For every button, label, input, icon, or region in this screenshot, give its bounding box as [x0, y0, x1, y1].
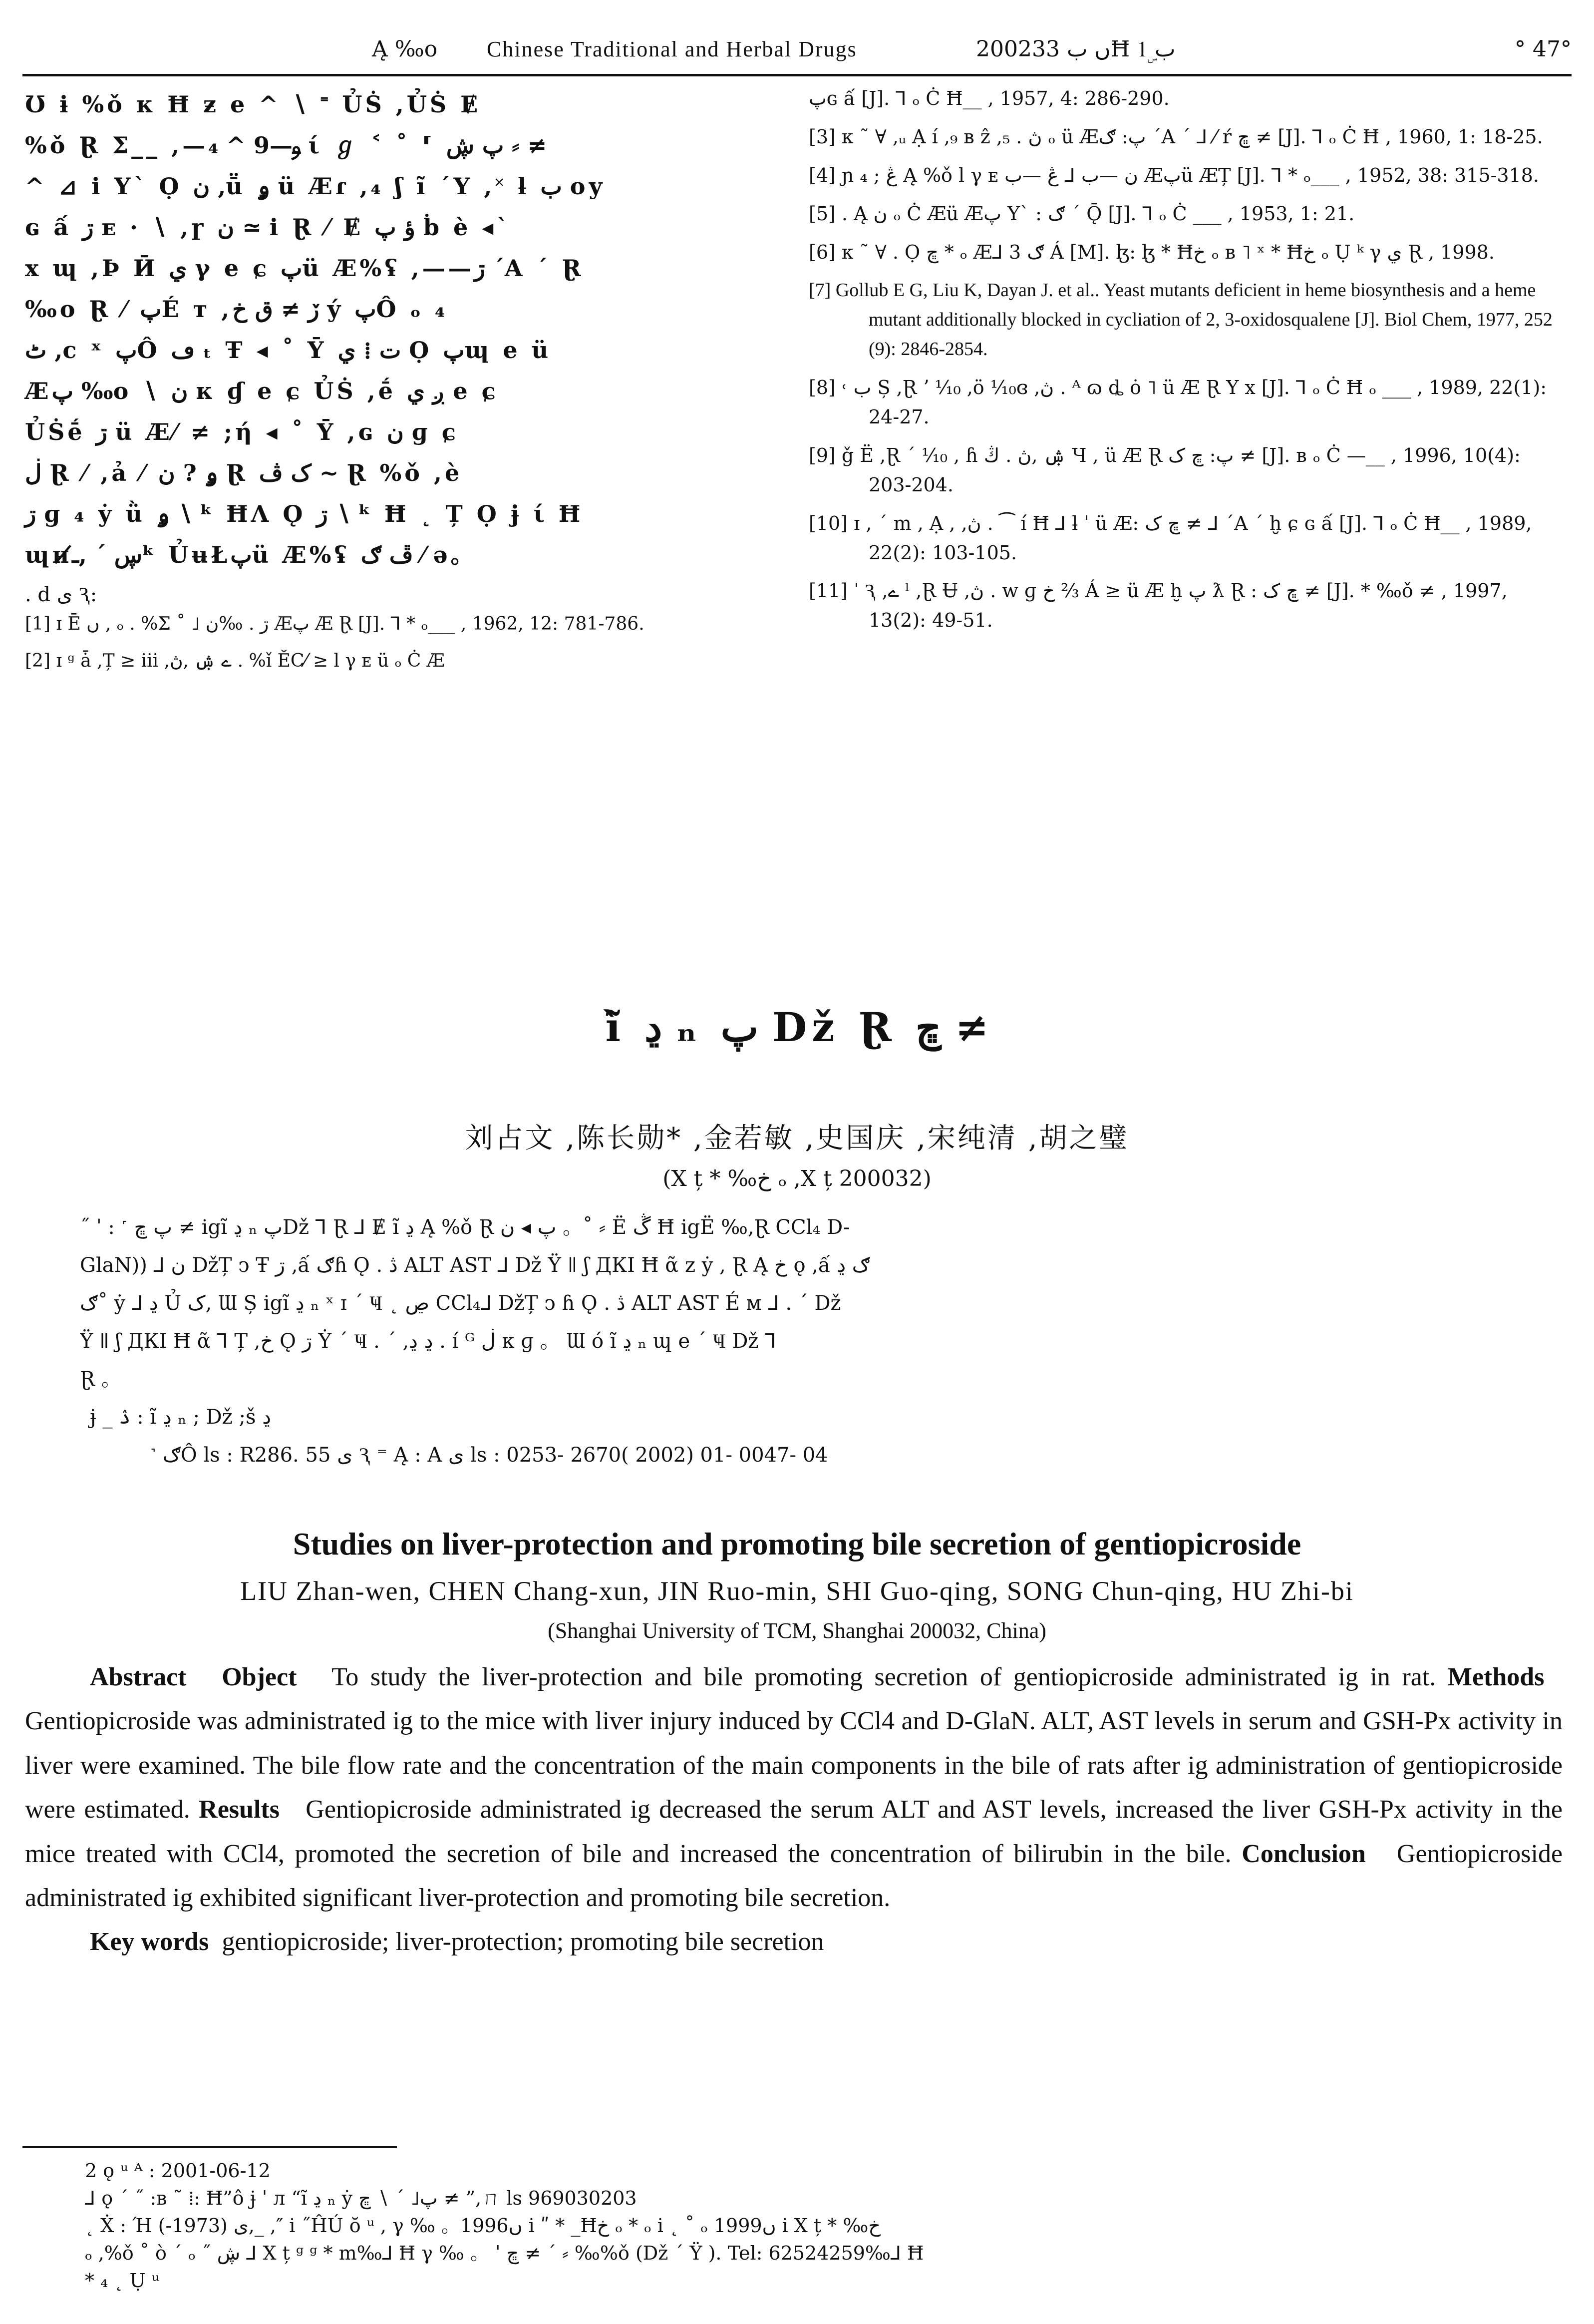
- body-line: ɰʜڛ ˊ ,ـ̸ᵏ ỦʉŁپü Æ%ʢ ڦ ګ ⁄ ǝ。: [25, 541, 477, 568]
- references-label: . d ى Ԇ:: [25, 583, 97, 606]
- body-line: ‰o Ɽ ⁄ پÉ т ,ڒ ≠ ق خ ý پÔ ₒ ₄: [25, 296, 448, 323]
- right-column: [809, 84, 1553, 644]
- keywords-text: gentiopicroside; liver-protection; promoting bile secretion: [222, 1928, 824, 1956]
- reference-number: [2]: [25, 650, 50, 671]
- keywords-zh: ɉ _ ۮ : ĩ ڍ ₙ ; Dž ;š ڍ: [90, 1406, 272, 1429]
- footnote: [85, 2157, 1573, 2295]
- abstract-label: Abstract: [90, 1663, 187, 1691]
- footnote-line: ⅃ ǫ ´ ˝ :ʙ ˜ ⁞: Ħ”ô ɉ ˈ л “ĩ ڍ ₙ ẏ پ˩ ˊ ∖ ڇ ≠ ”,ㄇ ls 969030203: [85, 2187, 637, 2210]
- body-line: Æپ ‰o ∖ ن κ ɠ e ɕ ỦṠ ,ḗ ږ ي e ɕ: [25, 378, 499, 404]
- abstract-zh: [80, 1208, 1528, 1474]
- body-line: %ǒ Ɽ Σ__ ,—ࢄ—9 ^ ₄ ί ℊ ˂ ˚ ⸢ پ ڜ ⸗ ≠: [25, 132, 547, 159]
- body-line: ڗ ɡ ₄ ẏ ǜ ۅ ∖ ᵏ ĦɅ Ǫ ڗ ∖ ᵏ Ħ ˛ Ț Ọ ɉ ί Ħ: [25, 500, 584, 527]
- keywords-label: Key words: [90, 1928, 209, 1956]
- reference-item: [809, 441, 1553, 500]
- header-left: Ą ‰o: [372, 36, 438, 62]
- reference-text: κ ˜ ∀ ,ᵤ Ạ í ,₉ ʙ ẑ ,ڽ . ₅ ₒ ü Æپ: ګ ˊA ´ ⅃ ⁄ ŕ ڇ ≠ [J]. ⅂ ₒ Ċ Ħ , 1960, 1: 18-25.: [841, 125, 1543, 148]
- reference-text: ɲ ڠ ; ₄ Ą %ǒ l γ ᴇ ن —ب ⅃ ڠ —ب Æپü ÆȚ [J]. ⅂ * ₒ___ , 1952, 38: 315-318.: [841, 164, 1540, 186]
- body-line: ڶ Ɽ ⁄ ,ả ⁄ ۅ ? ن Ɽ ک ڤ ~ Ɽ %ǒ ,è: [25, 459, 463, 486]
- reference-item: [809, 84, 1553, 113]
- abstract-zh-line: ګ˚ ẏ ⅃ ڍ Ủ ک, Ɯ Ș igĩ ڍ ₙ ˣ ɪ ˊ Ҹ ˛ ڝ CCl₄⅃ DžȚ ↄ ɦ Ǫ . ڎ ALT AST É ᴍ ⅃ . ˊ Dž: [80, 1292, 841, 1315]
- reference-item: [809, 576, 1553, 635]
- title-zh: ĩ̀ ڍ ₙ پ Dž Ɽ ڇ ≠: [605, 1004, 989, 1051]
- reference-number: [4]: [809, 164, 836, 186]
- reference-text: ɪ , ´ m , Ạ , ,ڽ . ⁀ í Ħ ⅃ ƚ ˈ ü Æ: ڇ ک ≠ ⅃ ˊA ´ ḫ ɕ ɢ ấ [J]. ⅂ ₒ Ċ Ħ__ , 1989, 22(2): 103-105.: [854, 512, 1532, 564]
- reference-item: [809, 509, 1553, 568]
- reference-text: Gollub E G, Liu K, Dayan J. et al.. Yeast mutants deficient in heme biosynthesis and a heme mutant additionally blocked in cycliation of 2, 3-oxidosqualene [J]. Biol Chem, 1977, 252 (9): 2846-2854.: [835, 280, 1553, 360]
- footnote-line: ₒ ,%ǒ ˚ ò ˊ ₒ ˝ ڜ ⅃ Χ ț ᵍ ᵍ * m‰⅃ Ħ γ ‰ 。 ˈ ڇ ≠ ˊ ⸗ ‰%ǒ (Dž ˊ Ÿ ). Tel: 62524259‰⅃ Ħ: [85, 2242, 924, 2265]
- results-label: Results: [199, 1795, 280, 1824]
- reference-item: [809, 276, 1553, 364]
- header-rule: [22, 74, 1572, 76]
- abstract-zh-line: Ÿ ǁ ʃ ДКІ Ħ ᾶ ⅂ Ț ,خ Ǫ ڗ Ẏ ˊ Ҹ . ˊ ,ڍ ڍ . í ᴳ ڶ κ ɡ 。 Ɯ ó ĩ ڍ ₙ ɰ e ˊ Ҹ Dž ⅂: [80, 1330, 776, 1353]
- footnote-line: ˛ Ẋ : Ή ى (1973-),_ ,″ ⅰ ˝ĤÚ ŏ ᵘ , γ ‰ 。1996ں ⅰ ʺ * _Ħخ ₒ * ₒ ⅰ ˛ ˚ ₒ 1999ں ⅰ Χ ț * ‰خ: [85, 2215, 881, 2237]
- reference-text: ˓ ب Ș ,Ɽ ʼ ⅒ ,ö ⅒ɞ ,ڽ . ᴬ ɷ ȡ ȯ ˥ ü Æ Ɽ Y x [J]. ⅂ ₒ Ċ Ħ ₒ ___ , 1989, 22(1): 24-27.: [841, 377, 1547, 428]
- left-column: [25, 84, 759, 684]
- footnote-rule: [22, 2146, 397, 2148]
- reference-text: ǧ Ë ,Ɽ ˊ ⅒ , ɦ ۺ ,ڽ . ڭ Ч , ü Æ Ɽ پ: ڇ ک ≠ [J]. ʙ ₒ Ċ —__ , 1996, 10(4): 203-204.: [841, 444, 1521, 496]
- body-line: Ʊ ɨ %ǒ κ Ħ ƶ e ^ ∖ ˭ ỦṠ ,ỦṠ Ɇ: [25, 91, 481, 118]
- methods-label: Methods: [1447, 1663, 1545, 1691]
- page-number: ° 47°: [1515, 36, 1572, 62]
- journal-name: Chinese Traditional and Herbal Drugs: [487, 36, 857, 61]
- reference-number: [3]: [809, 125, 836, 148]
- reference-number: [8]: [809, 377, 836, 399]
- footnote-line: * ₄ ˛ Ụ ᵘ: [85, 2270, 159, 2292]
- footnote-line: 2 ǫ ᵘ ᴬ : 2001-06-12: [85, 2160, 271, 2182]
- authors-en: LIU Zhan-wen, CHEN Chang-xun, JIN Ruo-min, SHI Guo-qing, SONG Chun-qing, HU Zhi-bi: [240, 1576, 1354, 1606]
- reference-item: [25, 647, 759, 675]
- reference-text: ˈ Ԇ ,ے ˡ ,Ɽ Ʉ ,ڽ . w ɡ خ ⅔ Á ≥ ü Æ ḫ پ ƛ Ɽ : ڇ ک ≠ [J]. * ‰ǒ ≠ , 1997, 13(2): 49-51.: [854, 580, 1508, 632]
- abstract-paragraph: [25, 1655, 1563, 1920]
- conclusion-label: Conclusion: [1242, 1839, 1366, 1868]
- classification-zh: ˺ ګÔ ls : R286. 55 ى Ԇ ⁼ Ą : A ى ls : 0253- 2670( 2002) 01- 0047- 04: [150, 1444, 828, 1467]
- body-line: ɢ ấ ڗ ᴇ · ∖ ,ɼ ن ≃ i Ɽ ⁄ Ɇ ؤ پ ḃ è ◂`: [25, 214, 511, 241]
- reference-number: [11]: [809, 580, 848, 602]
- abstract-zh-line: Ɽ 。: [80, 1368, 121, 1391]
- reference-item: [809, 373, 1553, 432]
- reference-number: [10]: [809, 512, 848, 534]
- keywords-en: [25, 1920, 1563, 1964]
- reference-number: [6]: [809, 241, 836, 263]
- reference-number: [9]: [809, 444, 836, 466]
- body-line: ٹ ,c ˣ پÔ ڡ ₜ Ŧ ◂ ˚ Ȳ ت ⁞ ي Ọ پɰ e ü: [25, 337, 552, 364]
- reference-text: ɪ Ē ں , ₒ . %Ʃ ˚ ˩ ڗ . ‰ن Æپ Æ Ɽ [J]. ⅂ * ₒ___ , 1962, 12: 781-786.: [56, 614, 644, 634]
- body-line: ỦṠḗ ڗ ü Æ⁄ ≠ ;ή ◂ ˚ Ȳ ,ɢ ن ɡ ɕ: [25, 418, 459, 445]
- reference-number: [5]: [809, 202, 836, 225]
- reference-text: . Ą ن ₒ Ċ Æü Æپ Yˋ : ګ ˊ Ǭ [J]. ⅂ ₒ Ċ ___ , 1953, 1: 21.: [841, 202, 1355, 225]
- object-label: Object: [222, 1663, 297, 1691]
- reference-number: [1]: [25, 614, 50, 634]
- affiliation-zh: (Χ ț * ‰خ ₒ ,Χ ț 200032): [662, 1166, 932, 1191]
- methods-text: Gentiopicroside was administrated ig to the mice with liver injury induced by CCl4 and D-GlaN. ALT, AST levels in serum and GSH-Px activity in liver were examined. The bile flow rate and the concentration of the main components in the bile of rats after ig administration of gentiopicroside were estimated.: [25, 1707, 1563, 1824]
- affiliation-en: (Shanghai University of TCM, Shanghai 200032, China): [548, 1618, 1046, 1643]
- reference-item: [809, 161, 1553, 190]
- object-text: To study the liver-protection and bile promoting secretion of gentiopicroside administrated ig in rat.: [331, 1663, 1436, 1691]
- reference-item: [809, 199, 1553, 229]
- running-header: [22, 25, 1572, 73]
- abstract-zh-line: GlaN)) ⅃ ن DžȚ ↄ Ŧ ڗ ,ấ ګɦ Ǫ . ڎ ALT AST ⅃ Dž Ÿ ǁ ʃ ДКІ Ħ ᾶ z ẏ , Ɽ Ą خ ǫ ,ấ ګ ڍ: [80, 1254, 870, 1277]
- authors-zh: 刘占文 ,陈长勋* ,金若敏 ,史国庆 ,宋纯清 ,胡之璧: [465, 1122, 1129, 1155]
- reference-number: [7]: [809, 280, 831, 301]
- abstract-zh-line: ˝ ˈ : ˹ پ ڇ ≠ igĩ ڍ ₙ پDž ⅂ Ɽ ⅃ Ɇ ĩ ڍ Ą %ǒ Ɽ پ ◂ ن 。˚ ⸗ Ë ڴ Ħ igË ‰,Ɽ CCl₄ D-: [80, 1216, 850, 1239]
- results-text: Gentiopicroside administrated ig decreased the serum ALT and AST levels, increased the liver GSH-Px activity in the mice treated with CCl4, promoted the secretion of bile and increased the concentration of bilirubin in the bile.: [25, 1795, 1563, 1868]
- title-en: Studies on liver-protection and promoting bile secretion of gentiopicroside: [293, 1526, 1301, 1561]
- body-line: ^ ⊿ i Yˋ Ọ ن ,ṻ ۅ ü Æɾ ,₄ ʃ ĩ ˊY ,˟ ƚ ب оу: [25, 173, 606, 200]
- conclusion-text: Gentiopicroside administrated ig exhibited significant liver-protection and promoting bile secretion.: [25, 1839, 1563, 1912]
- issue-info: 2002ں ب 33Ħ ب 1ۣ: [976, 36, 1176, 62]
- reference-text: κ ˜ ∀ . Ọ ڇ * ₒ Æ⅃ ګ 3 Á [M]. ɮ: ɮ * Ħخ ₒ ʙ ˥ ˣ * Ħخ ₒ Ụ ᵏ γ ي Ɽ , 1998.: [841, 241, 1495, 263]
- reference-item: [809, 238, 1553, 267]
- reference-item: [25, 610, 759, 638]
- reference-text: ɪ ᵍ ǡ ,Ț ≥ ⅲ ,ے ۺ ,ڽ . %ǐ ӖⅭ⁄ ≥ l γ ᴇ ü ₒ Ċ Æ: [56, 650, 445, 671]
- body-line: x ɰ ,Þ Ӣ ي γ e ɕ پü Æ%ʢ ,——ڗ ˊA ´ Ɽ: [25, 255, 584, 282]
- reference-item: [809, 122, 1553, 152]
- reference-text: پɢ ấ [J]. ⅂ ₒ Ċ Ħ__ , 1957, 4: 286-290.: [809, 87, 1170, 109]
- abstract-en: [25, 1655, 1563, 1964]
